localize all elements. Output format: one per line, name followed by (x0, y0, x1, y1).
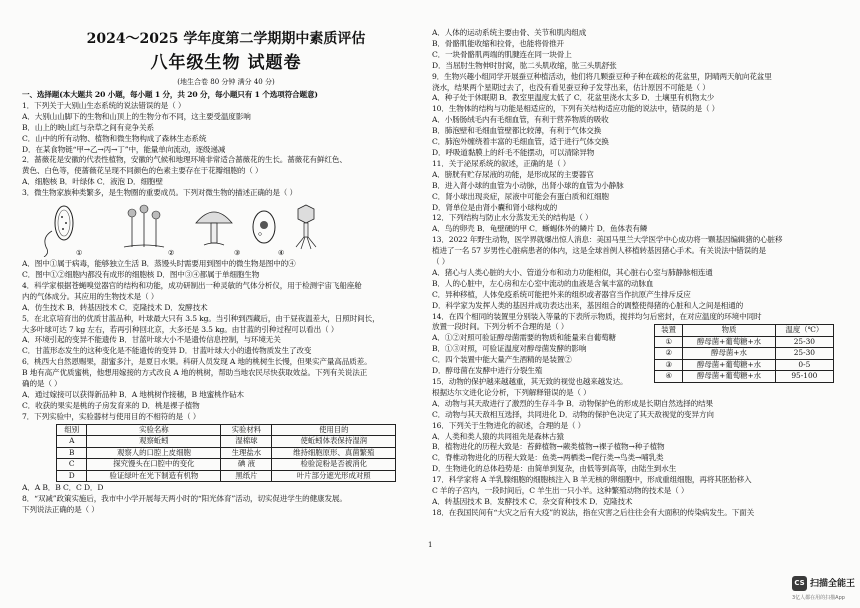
text-line: C．一块骨骼肌两端的肌腱连在同一块骨上 (432, 49, 572, 59)
table-cell: C (57, 459, 87, 471)
table-cell: 生理盐水 (221, 447, 272, 459)
left-questions-7-8 (22, 483, 430, 516)
text-line: A．细胞核 B．叶绿体 C．液泡 D．细胞壁 (22, 177, 163, 187)
text-line: C．动物与其天敌相互选择，共同进化 D．动物的保护色决定了其天敌视觉的变异方向 (432, 409, 714, 419)
table-header-cell: 温度（℃） (775, 325, 833, 337)
text-line: 4．科学家根据苍蝇嗅觉器官的结构和功能，成功研制出一种灵敏的气体分析仪，用于检测宇宙飞船座舱 (22, 280, 362, 290)
text-line: C．收获的果实是桃的子房发育来的 D．桃是裸子植物 (22, 400, 200, 410)
table-cell: 探究馒头在口腔中的变化 (87, 459, 221, 471)
table-cell: 叶片部分遮光形成对照 (272, 470, 396, 482)
table-header-cell: 组别 (57, 424, 87, 436)
text-line: D．在某食物链“甲→乙→丙→丁”中，能量单向流动，逐级递减 (22, 144, 226, 154)
text-line: 16．下列关于生物进化的叙述，合理的是（ ） (432, 420, 586, 430)
table-cell: ④ (655, 371, 683, 383)
text-line: B．肺泡壁和毛细血管壁都比较薄，有利于气体交换 (432, 126, 602, 136)
table-row (655, 371, 834, 383)
text-line: 1．下列关于大别山生态系统的说法错误的是（ ） (22, 100, 186, 110)
table-cell: 25-30 (775, 336, 833, 348)
text-line: C．山中的所有动物、植物和微生物构成了森林生态系统 (22, 133, 207, 143)
table-row (57, 447, 396, 459)
table-cell: 观察蚯蚓 (87, 436, 221, 448)
text-line: 5．在北京培育出的优质甘蓝品种，叶球最大只有 3.5 kg。当引种到西藏后，由于昼夜温差大，日照时间长， (22, 313, 380, 323)
device-table (654, 324, 834, 383)
table-row (57, 470, 396, 482)
mushroom-drawing (196, 212, 232, 245)
table-cell: 黑纸片 (221, 470, 272, 482)
text-line: C．异种移植，人体免疫系统可能把外来的组织或者器官当作抗原产生排斥反应 (432, 289, 691, 299)
text-line: 13．2022 年野生动物，医学界就爆出惊人消息：美国马里兰大学医学中心成功将一颗基因编辑猪的心脏移 (432, 235, 783, 245)
left-column (22, 28, 430, 516)
device-table-header (655, 325, 834, 337)
table-cell: D (57, 470, 87, 482)
camscanner-logo-icon: CS (792, 576, 807, 591)
text-line: B．①③对照，可验证温度对醇母菌发酵的影响 (432, 344, 587, 354)
yeast-drawing (253, 211, 275, 243)
text-line: D．呼吸道黏膜上的纤毛不能摆动，可以清除异物 (432, 147, 595, 157)
label-4: ④ (278, 249, 285, 258)
exam-subtitle: 八年级生物 试题卷 (150, 53, 302, 73)
text-line: 大多叶球可达 7 kg 左右，若再引种回北京，大多还是 3.5 kg。由甘蓝的引种过程可以看出（ ） (22, 324, 339, 334)
text-line: A．人体的运动系统主要由骨、关节和肌肉组成 (432, 28, 587, 37)
table-header-cell: 实验名称 (87, 424, 221, 436)
text-line: A．图中①属于病毒，能够独立生活 B．蒸馒头时需要用到图中的微生物是图中的④ (22, 259, 296, 269)
table-cell: 维持细胞原形、真菌繁殖 (272, 447, 396, 459)
table-cell: 95-100 (775, 371, 833, 383)
table-row (57, 436, 396, 448)
table-header-cell: 实验材料 (221, 424, 272, 436)
table-row (655, 348, 834, 360)
text-line: 14．在四个相同的装置里分别装入等量的下表所示物质，搅拌均匀后密封，在对应温度的环境中同时 (432, 311, 762, 321)
label-3: ③ (234, 249, 241, 258)
table-cell: B (57, 447, 87, 459)
label-2: ② (168, 249, 175, 258)
text-line: A．膀胱有贮存尿液的功能，是形成尿的主要器官 (432, 169, 594, 179)
microbe-illustration (32, 201, 332, 257)
text-line: 根据达尔文进化论分析，下列解释错误的是（ ） (432, 387, 591, 397)
text-line: C．图中①②细胞内都没有成形的细胞核 D．图中③④都属于单细胞生物 (22, 269, 260, 279)
text-line: 6．桃西大自然恩赐果，甜蜜多汁，是夏日水果。科研人员发现 A 地的桃树生长慢，但果实产量高品质差。 (22, 357, 372, 367)
text-line: C．脊椎动物进化的历程大致是：鱼类→两栖类→爬行类→鸟类→哺乳类 (432, 453, 664, 463)
text-line: D．科学家为发挥人类的基因并成功表达出来，基因组合的调整使得猪的心脏和人之间是相通的 (432, 300, 744, 310)
table-cell: 使蚯蚓体表保持湿润 (272, 436, 396, 448)
text-line: （ ） (432, 257, 450, 267)
virus-drawing (296, 205, 316, 249)
table-cell: 0-5 (775, 359, 833, 371)
text-line: A．①②对照可验证醇母菌需要的物质和能量来自葡萄糖 (432, 333, 616, 343)
text-line: A．猪心与人类心脏的大小、管道分布和动力功能相似，其心脏右心室与肺静脉相连通 (432, 267, 713, 277)
table-cell: 碘 液 (221, 459, 272, 471)
text-line: 3．微生物家族种类繁多，是生物圈的重要成员。下列对微生物的描述正确的是（ ） (22, 188, 297, 198)
exam-title: 2024～2025 学年度第二学期期中素质评估 (86, 31, 366, 47)
table-cell: 醇母菌+葡萄糖+水 (683, 371, 775, 383)
bacterium-drawing (44, 206, 73, 257)
part1-heading: 一、选择题(本大题共 20 小题，每小题 1 分，共 20 分，每小题只有 1 个选项符合题意) (22, 90, 318, 99)
scanner-tagline: 3亿人都在用的扫描App (792, 595, 845, 601)
left-questions-1-3 (22, 101, 430, 199)
text-line: C 羊的子宫内，一段时间后，C 羊生出一只小羊。这种繁殖动物的技术是（ ） (432, 486, 689, 496)
left-questions-3-7 (22, 259, 430, 423)
text-line: D．肾单位是由肾小囊和肾小球构成的 (432, 202, 558, 212)
text-line: B．骨骼肌能收缩和拉骨，也能将骨推开 (432, 38, 564, 48)
text-line: 确的是（ ） (22, 379, 62, 389)
text-line: D．当屈肘生物伸时肘窝，肱二头肌收缩，肱三头肌舒张 (432, 60, 617, 70)
text-line: B 地有高产优质蜜桃，他想用嫁接的方式改良 A 地的桃树，帮助当地农民尽快获取效益。下列有关说法正 (22, 368, 368, 378)
text-line: A．小肠肠绒毛内有毛细血管，有利于营养物质的吸收 (432, 115, 609, 125)
right-questions-8-14 (432, 28, 840, 333)
scanner-badge (788, 571, 860, 608)
text-line: D．生物进化的总体趋势是：由简单到复杂，由低等到高等，由陆生到水生 (432, 464, 677, 474)
table-header-cell: 使用目的 (272, 424, 396, 436)
text-line: 9．生物兴趣小组同学开展蚕豆种植活动，他们将几颗蚕豆种子种在疏松的花盆里，阴晴两天航向花盆里 (432, 71, 772, 81)
text-line: C．肺泡外缠绕着丰富的毛细血管，适于进行气体交换 (432, 137, 609, 147)
table-cell: 醇母菌+葡萄糖+水 (683, 336, 775, 348)
microbe-figure (22, 201, 430, 257)
text-line: A．动物与其天敌进行了激烈的生存斗争 B．动物保护色的形成是长期自然选择的结果 (432, 398, 713, 408)
text-line: 浇水，结果两个星期过去了，也没有看见蚕豆种子发芽出来，估计原因不可能是（ ） (432, 82, 710, 92)
text-line: A．仿生技术 B．转基因技术 C．克隆技术 D．发酵技术 (22, 302, 208, 312)
table-cell: ③ (655, 359, 683, 371)
text-line: 黄色、白色等，使蔷薇花呈现不同颜色的色素主要存在于花瓣细胞的（ ） (22, 166, 263, 176)
text-line: 放置一段时间。下列分析不合理的是（ ） (432, 322, 569, 332)
text-line: B．植物进化的历程大致是：苔藓植物→蕨类植物→裸子植物→种子植物 (432, 442, 665, 452)
table-cell: 湿棉球 (221, 436, 272, 448)
text-line: 2．蔷薇花是安徽的代表性植物，安徽的气候和地理环境非常适合蔷薇花的生长。蔷薇花有鲜红色、 (22, 155, 347, 165)
table-cell: 验证绿叶在光下制造有机物 (87, 470, 221, 482)
text-line: A．通过嫁接可以获得新品种 B．A 地桃树作接穗，B 地蜜桃作砧木 (22, 389, 244, 399)
table-cell: ② (655, 348, 683, 360)
text-line: A．鸟的卵壳 B．龟壁硬的甲 C．蜥蜴体外的鳞片 D．鱼体表有鳞 (432, 224, 648, 234)
text-line: 下列说法正确的是（ ） (22, 504, 99, 514)
text-line: 11．关于泌尿系统的叙述，正确的是（ ） (432, 158, 571, 168)
text-line: A．人类和类人猿的共同祖先是森林古猿 (432, 431, 564, 441)
text-line: 17．科学家将 A 羊乳腺细胞的细胞核注入 B 羊无核的卵细胞中，形成重组细胞，再将其胚胎移入 (432, 475, 752, 485)
text-line: C．四个装置中能大量产生酒精的是装置② (432, 355, 572, 365)
text-line: A．种子处于休眠期 B．教室里温度太低了 C．花盆里浇水太多 D．土壤里有机物太少 (432, 93, 715, 103)
text-line: C．甘蓝形态发生的这种变化是不能遗传的变异 D．甘蓝叶球大小的遗传物质发生了改变 (22, 346, 312, 356)
table-row (655, 336, 834, 348)
right-questions-15-18 (432, 377, 840, 519)
experiment-table-header (57, 424, 396, 436)
table-cell: 醇母菌+葡萄糖+水 (683, 359, 775, 371)
text-line: A．环境引起的变异不能遗传 B．甘蓝叶球大小不是遗传信息控制，与环境无关 (22, 335, 281, 345)
text-line: 12．下列结构与防止水分蒸发无关的结构是（ ） (432, 213, 593, 223)
mold-drawing (124, 205, 164, 247)
table-cell: 醇母菌+水 (683, 348, 775, 360)
text-line: 15．动物的保护越来越越重，其无致的视觉也越来越发达。 (432, 377, 628, 386)
table-cell: 25-30 (775, 348, 833, 360)
text-line: A．大别山山脚下的生物和山顶上的生物分布不同，这主要受温度影响 (22, 111, 251, 121)
table-cell: 检验淀粉是否被消化 (272, 459, 396, 471)
text-line: C．肾小球出现炎症，尿液中可能会有蛋白质和红细胞 (432, 191, 609, 201)
text-line: B．山上的映山红与杂草之间有竞争关系 (22, 122, 154, 132)
experiment-table (56, 424, 396, 483)
text-line: 10．生物体的结构与功能是相适应的，下列有关结构适应功能的说法中，错误的是（ ） (432, 104, 720, 114)
page-number: 1 (428, 541, 433, 549)
scanner-app-name: 扫描全能王 (810, 579, 856, 589)
text-line: B．人的心脏中，左心房和左心室中流动的血液是含氧丰富的动脉血 (432, 278, 654, 288)
text-line: A．转基因技术 B．发酵技术 C．杂交育种技术 D．克隆技术 (432, 496, 633, 506)
table-cell: 观察人的口腔上皮细胞 (87, 447, 221, 459)
text-line: 8．“双减”政策实施后，我市中小学开展每天两小时的“阳光体育”活动，切实促进学生的健康发展。 (22, 494, 347, 504)
text-line: B．进入肾小球的血管为小动脉，出肾小球的血管为小静脉 (432, 180, 624, 190)
table-cell: A (57, 436, 87, 448)
table-row (57, 459, 396, 471)
table-header-cell: 物质 (683, 325, 775, 337)
right-column (432, 28, 840, 519)
text-line: 植进了一名 57 岁男性心脏病患者的体内，这是全球首例人移植转基因猪心手术。有关说法中错误的是 (432, 246, 766, 256)
text-line: D．醇母菌在发酵中进行分裂生殖 (432, 366, 543, 376)
label-1: ① (76, 249, 83, 258)
text-line: 内的气体成分。其应用的生物技术是（ ） (22, 291, 159, 301)
text-line: 7．下列实验中，实验器材与使用目的不相符的是（ ） (22, 411, 201, 421)
text-line: A．A B．B C．C D．D (22, 483, 104, 493)
table-row (655, 359, 834, 371)
table-cell: ① (655, 336, 683, 348)
text-line: 18．在我国民间有“大灾之后有大疫”的说法，指在灾害之后往往会有大面积的传染病发生。下面关 (432, 507, 755, 517)
exam-meta: (地生合卷 80 分钟 满分 40 分) (177, 78, 275, 86)
table-header-cell: 装置 (655, 325, 683, 337)
